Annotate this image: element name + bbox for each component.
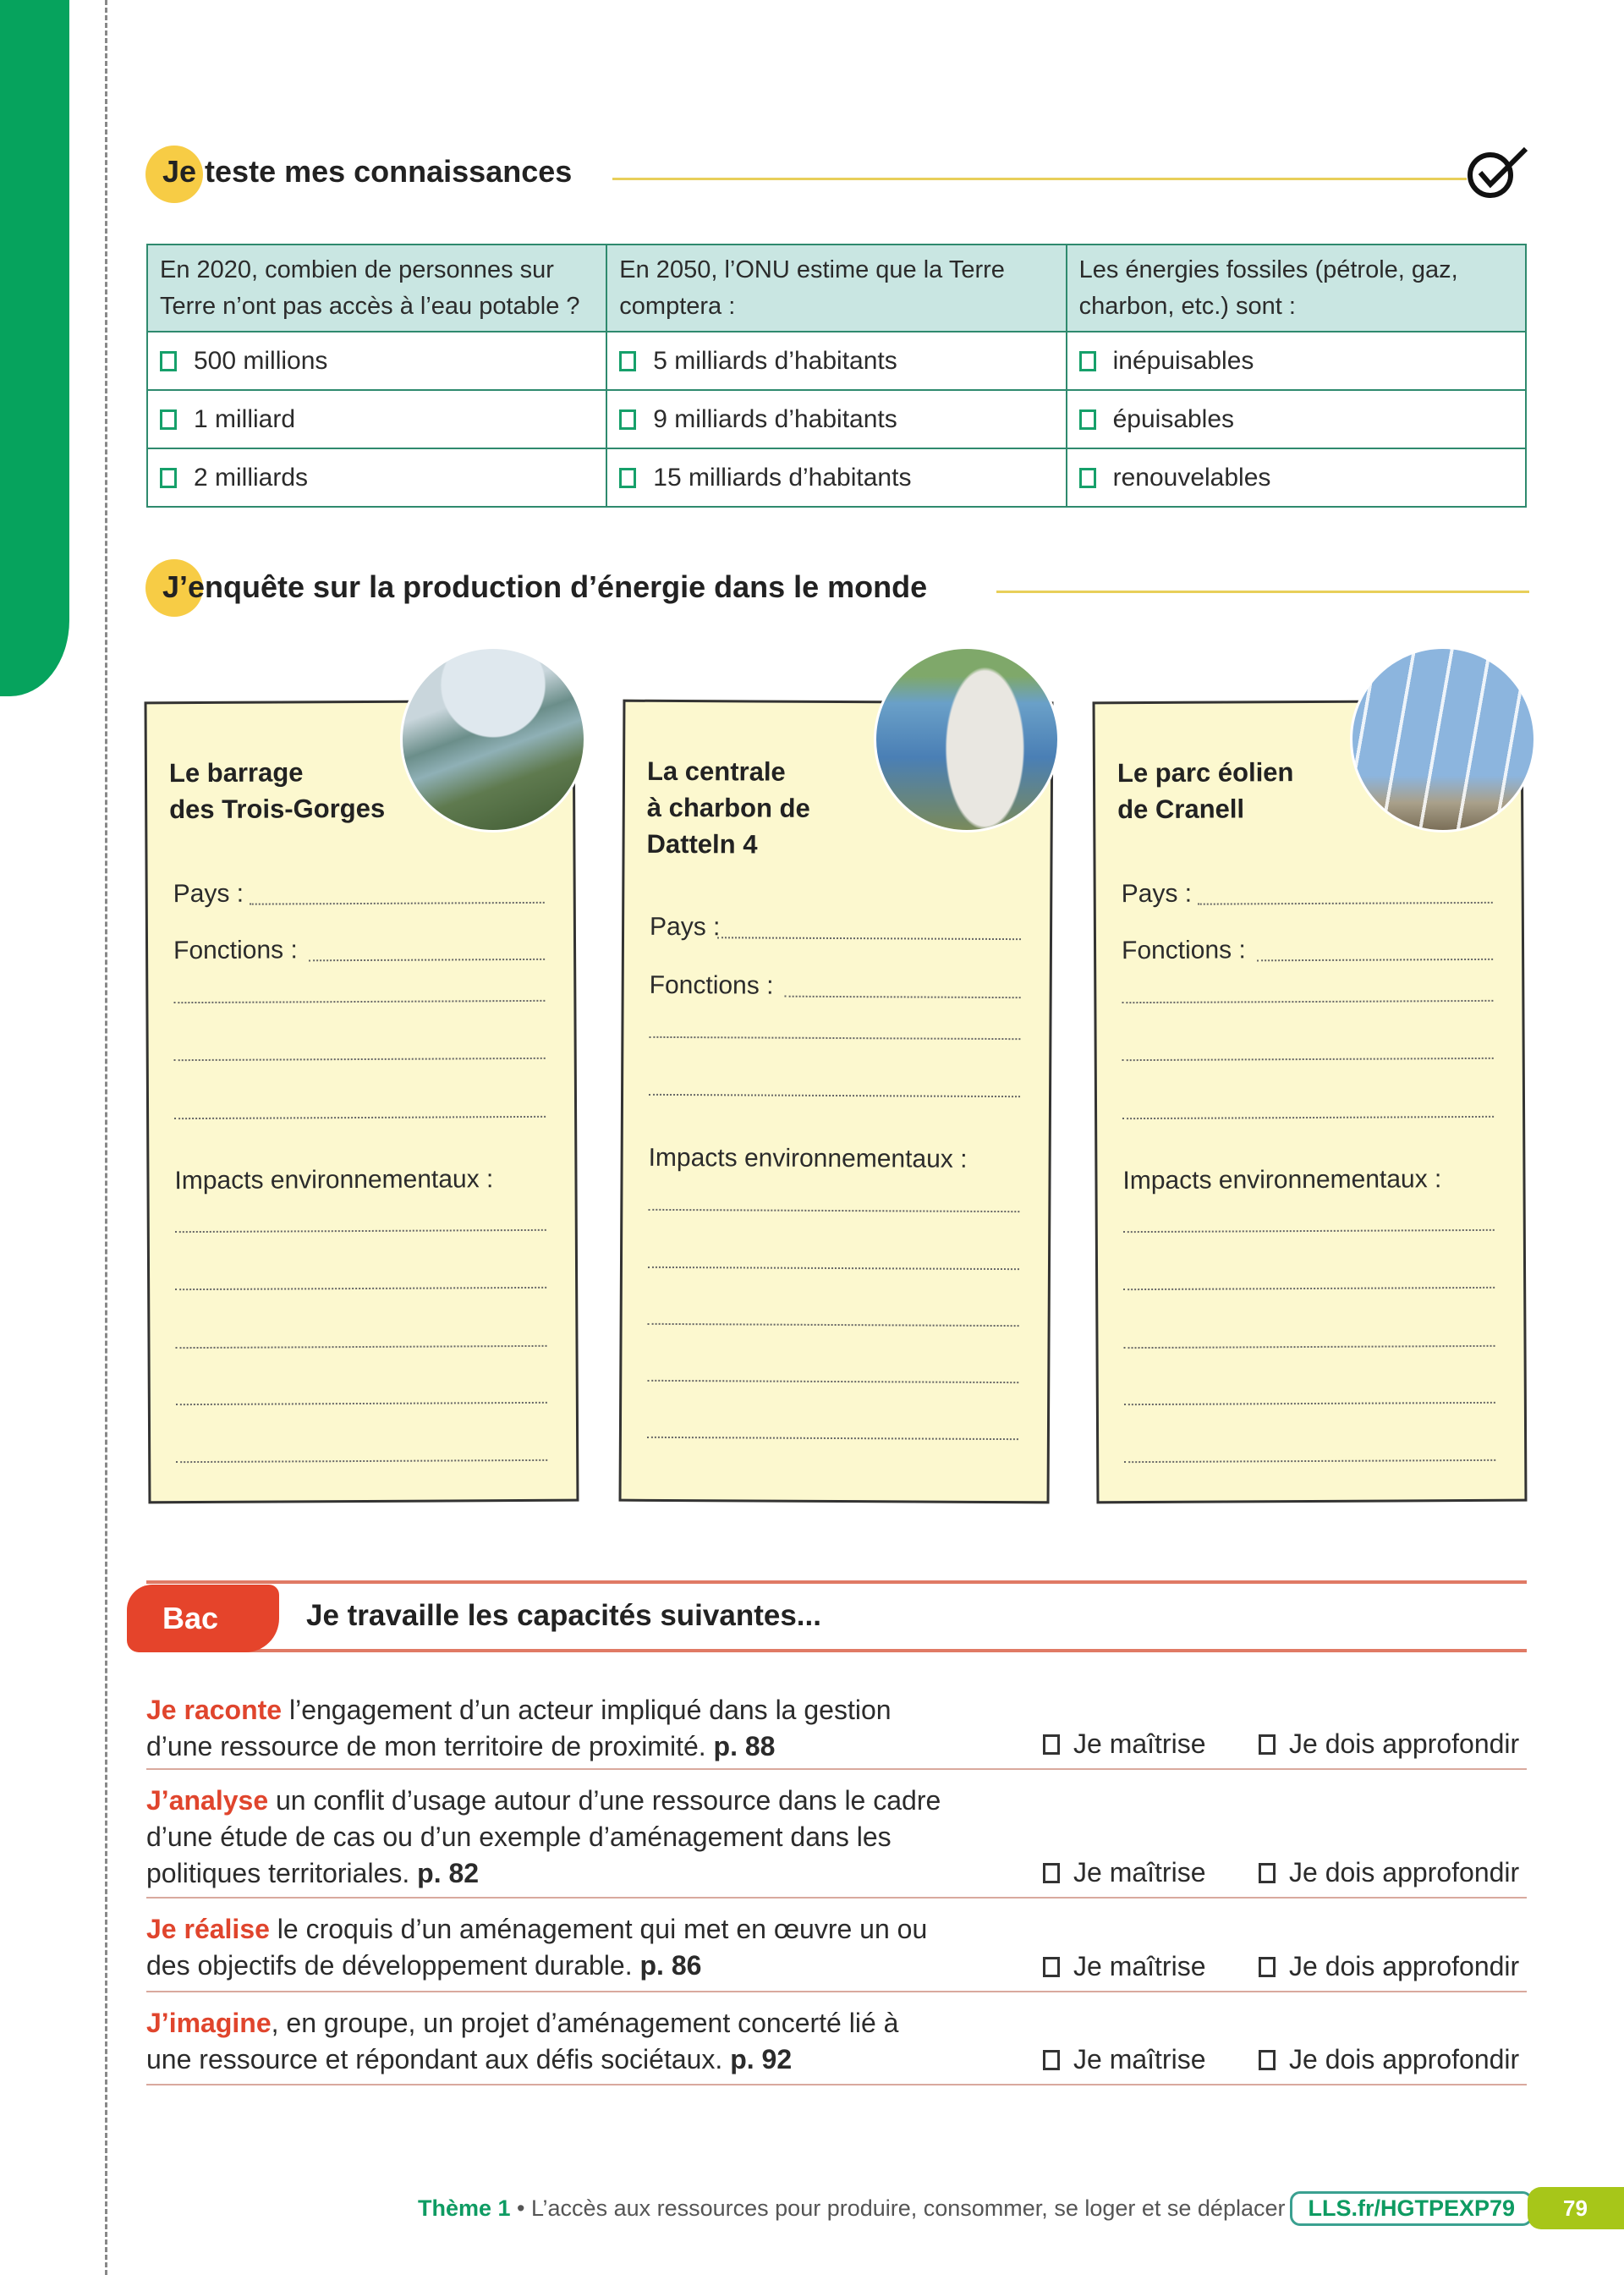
checkbox[interactable] — [1043, 2050, 1060, 2070]
skill-row — [146, 1692, 1527, 1770]
answer-line[interactable] — [647, 1437, 1018, 1440]
answer-line[interactable] — [1124, 1345, 1495, 1349]
skill-text: Je raconte l’engagement d’un acteur impliqué dans la gestion d’une ressource de mon territoire de proximité. p. 88 — [146, 1695, 892, 1761]
quiz-question: Les énergies fossiles (pétrole, gaz, charbon, etc.) sont : — [1067, 245, 1526, 332]
page-number: 79 — [1528, 2187, 1624, 2229]
impacts-label: Impacts environnementaux : — [1122, 1165, 1442, 1195]
answer-line[interactable] — [1123, 1229, 1495, 1233]
option-je-maitrise[interactable]: Je maîtrise — [1043, 2044, 1205, 2075]
answer-line[interactable] — [649, 1036, 1020, 1040]
skill-text: Je réalise le croquis d’un aménagement qui met en œuvre un ou des objectifs de développement durable. p. 86 — [146, 1914, 928, 1981]
checkbox[interactable] — [1259, 2050, 1276, 2070]
answer-line[interactable] — [649, 1094, 1020, 1097]
quiz-question: En 2050, l’ONU estime que la Terre comptera : — [606, 245, 1066, 332]
pays-answer-line[interactable] — [1198, 902, 1493, 905]
section-title-investigation: J’enquête sur la production d’énergie dans le monde — [162, 569, 928, 604]
card-title: La centrale à charbon de Datteln 4 — [646, 756, 810, 860]
card-photo — [400, 646, 586, 833]
checkbox[interactable] — [1079, 468, 1096, 488]
impacts-label: Impacts environnementaux : — [174, 1165, 494, 1195]
option-je-dois-approfondir[interactable]: Je dois approfondir — [1259, 1951, 1519, 1982]
answer-line[interactable] — [176, 1459, 547, 1463]
pays-label: Pays : — [173, 879, 244, 909]
card-title: Le parc éolien de Cranell — [1116, 757, 1294, 825]
answer-line[interactable] — [174, 1058, 546, 1061]
option-je-dois-approfondir[interactable]: Je dois approfondir — [1259, 1728, 1519, 1760]
fonctions-label: Fonctions : — [1121, 936, 1246, 965]
heading-rule — [996, 591, 1529, 593]
footer: Thème 1 • L’accès aux ressources pour produire, consommer, se loger et se déplacer LLS.fr/HGTPEXP79 — [418, 2191, 1533, 2226]
card-title: Le barrage des Trois-Gorges — [168, 757, 386, 825]
answer-line[interactable] — [648, 1267, 1019, 1270]
answer-line[interactable] — [173, 1000, 545, 1003]
answer-line[interactable] — [1122, 1000, 1493, 1003]
checkbox[interactable] — [1079, 351, 1096, 371]
bac-rule-top — [146, 1580, 1527, 1584]
option-je-maitrise[interactable]: Je maîtrise — [1043, 1857, 1205, 1888]
skill-text: J’analyse un conflit d’usage autour d’une ressource dans le cadre d’une étude de cas ou d’un exemple d’aménagement dans les politiques territoriales. p. 82 — [146, 1785, 941, 1888]
option-je-maitrise[interactable]: Je maîtrise — [1043, 1728, 1205, 1760]
dashed-cut-line — [105, 0, 107, 2275]
fonctions-answer-line[interactable] — [309, 959, 545, 961]
checkmark-circle-icon — [1465, 146, 1529, 198]
bac-badge: Bac — [127, 1585, 279, 1652]
fonctions-label: Fonctions : — [649, 970, 774, 1000]
quiz-option[interactable]: 9 milliards d’habitants — [606, 390, 1066, 448]
answer-line[interactable] — [176, 1402, 547, 1405]
checkbox[interactable] — [160, 468, 177, 488]
quiz-option[interactable]: renouvelables — [1067, 448, 1526, 507]
checkbox[interactable] — [619, 468, 636, 488]
footer-link[interactable]: LLS.fr/HGTPEXP79 — [1290, 2191, 1533, 2226]
answer-line[interactable] — [648, 1323, 1019, 1327]
section-title-knowledge: Je teste mes connaissances — [162, 154, 573, 189]
fonctions-label: Fonctions : — [173, 936, 298, 965]
green-side-tab — [0, 0, 69, 696]
option-je-dois-approfondir[interactable]: Je dois approfondir — [1259, 2044, 1519, 2075]
answer-line[interactable] — [175, 1287, 546, 1290]
quiz-option[interactable]: 2 milliards — [147, 448, 606, 507]
quiz-question: En 2020, combien de personnes sur Terre n’ont pas accès à l’eau potable ? — [147, 245, 606, 332]
checkbox[interactable] — [160, 409, 177, 430]
pays-answer-line[interactable] — [717, 937, 1021, 940]
card-photo — [1350, 646, 1536, 833]
pays-answer-line[interactable] — [250, 902, 545, 905]
skill-text: J’imagine, en groupe, un projet d’aménagement concerté lié à une ressource et répondant aux défis sociétaux. p. 92 — [146, 2008, 899, 2074]
quiz-option[interactable]: inépuisables — [1067, 332, 1526, 390]
pays-label: Pays : — [649, 912, 721, 942]
answer-line[interactable] — [1124, 1459, 1495, 1463]
checkbox[interactable] — [619, 409, 636, 430]
checkbox[interactable] — [1259, 1734, 1276, 1755]
quiz-option[interactable]: 500 millions — [147, 332, 606, 390]
fonctions-answer-line[interactable] — [1257, 959, 1493, 961]
skill-row — [146, 1783, 1527, 1899]
option-je-maitrise[interactable]: Je maîtrise — [1043, 1951, 1205, 1982]
bac-rule-bottom — [146, 1649, 1527, 1652]
skill-row — [146, 1911, 1527, 1992]
answer-line[interactable] — [1124, 1402, 1495, 1405]
impacts-label: Impacts environnementaux : — [648, 1143, 968, 1173]
checkbox[interactable] — [1259, 1863, 1276, 1883]
card-photo — [874, 646, 1060, 833]
checkbox[interactable] — [1259, 1957, 1276, 1977]
answer-line[interactable] — [174, 1116, 546, 1119]
checkbox[interactable] — [1043, 1734, 1060, 1755]
answer-line[interactable] — [1122, 1058, 1494, 1061]
answer-line[interactable] — [175, 1229, 546, 1233]
heading-rule — [612, 178, 1467, 180]
checkbox[interactable] — [619, 351, 636, 371]
quiz-option[interactable]: 1 milliard — [147, 390, 606, 448]
answer-line[interactable] — [1123, 1287, 1495, 1290]
pays-label: Pays : — [1121, 879, 1193, 909]
option-je-dois-approfondir[interactable]: Je dois approfondir — [1259, 1857, 1519, 1888]
fonctions-answer-line[interactable] — [785, 996, 1021, 998]
quiz-option[interactable]: 15 milliards d’habitants — [606, 448, 1066, 507]
answer-line[interactable] — [647, 1380, 1018, 1383]
quiz-option[interactable]: épuisables — [1067, 390, 1526, 448]
skill-row — [146, 2005, 1527, 2085]
skills-title: Je travaille les capacités suivantes... — [306, 1599, 821, 1632]
quiz-table — [146, 244, 1527, 508]
answer-line[interactable] — [1122, 1116, 1494, 1119]
answer-line[interactable] — [176, 1345, 547, 1349]
checkbox[interactable] — [1079, 409, 1096, 430]
answer-line[interactable] — [648, 1209, 1019, 1212]
checkbox[interactable] — [1043, 1957, 1060, 1977]
checkbox[interactable] — [1043, 1863, 1060, 1883]
quiz-option[interactable]: 5 milliards d’habitants — [606, 332, 1066, 390]
checkbox[interactable] — [160, 351, 177, 371]
